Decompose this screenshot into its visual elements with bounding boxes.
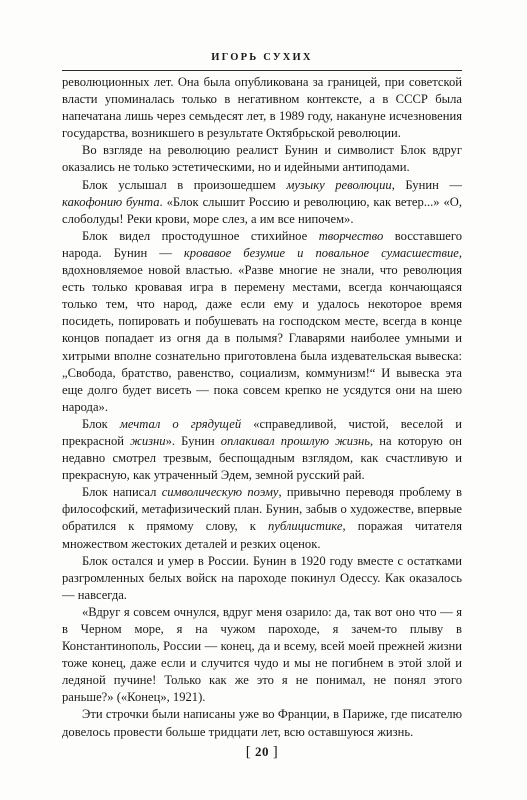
text-run: Во взгляде на революцию реалист Бунин и символист Блок вдруг оказались не только эстетическими, но и идейными антиподами. xyxy=(62,143,462,175)
text-run: , привычно переводя проблему в философский, метафизический план. Бунин, забыв о художестве, впервые обратился к прямому слову, к xyxy=(62,485,462,534)
text-run: восставшего народа. Бунин — xyxy=(62,228,462,260)
page-number xyxy=(62,744,462,761)
text-run: . «Блок слышит Россию и революцию, как ветер...» «О, слоболуды! Реки крови, море слез, а им все нипочем». xyxy=(62,194,463,226)
paragraph xyxy=(62,604,462,707)
text-run: революционных лет. Она была опубликована за границей, при советской власти упоминалась только в негативном контексте, а в СССР была напечатана лишь через семьдесят лет, в 1989 году, накануне исчезновения государства, возникшего в результате Октябрьской революции. xyxy=(62,75,462,141)
italic-run: кровавое безумие и повальное сумасшествие xyxy=(183,245,459,260)
paragraph xyxy=(62,74,462,142)
folio-bracket-right: ] xyxy=(272,744,279,760)
running-head-author: ИГОРЬ СУХИХ xyxy=(211,52,313,63)
text-run: Блок остался и умер в России. Бунин в 1920 году вместе с остатками разгромленных белых войск на пароходе покинул Одессу. Как оказалось — навсегда. xyxy=(62,553,462,602)
paragraph xyxy=(62,142,462,176)
paragraph xyxy=(62,553,462,604)
text-run: «справедливой, чистой, веселой и прекрасной xyxy=(62,416,462,448)
italic-run: музыку революции xyxy=(286,177,392,192)
italic-run: творчество xyxy=(318,228,384,243)
italic-run: жизни xyxy=(130,433,166,448)
text-run: , Бунин — xyxy=(391,177,462,192)
text-run: Блок видел простодушное стихийное xyxy=(82,228,319,243)
paragraph xyxy=(62,706,462,740)
text-run: Эти строчки были написаны уже во Франции, в Париже, где писателю довелось провести больше тридцати лет, всю оставшуюся жизнь. xyxy=(62,707,462,739)
text-run: , поражая читателя множеством жестоких деталей и резких оценок. xyxy=(62,519,462,551)
italic-run: публицистике xyxy=(268,519,343,534)
text-run: Блок услышал в произошедшем xyxy=(82,177,287,192)
italic-run: символическую поэму xyxy=(161,485,279,500)
text-run: Блок xyxy=(82,416,120,431)
italic-run: какофонию бунта xyxy=(62,194,160,209)
text-run: «Вдруг я совсем очнулся, вдруг меня озарило: да, так вот оно что — я в Черном море, я на чужом пароходе, я зачем-то плыву в Константинополь, России — конец, да и всему, всей моей прежней жизни тоже конец, даже если и случится чудо и мы не погибнем в этой злой и ледяной пучине! Только как же это я не понимал, не понял этого раньше?» («Конец», 1921). xyxy=(62,604,462,705)
folio-bracket-left: [ xyxy=(245,744,252,760)
italic-run: оплакивал прошлую жизнь xyxy=(220,433,370,448)
text-run: , вдохновляемое новой властью. «Разве многие не знали, что революция есть только кровавая игра в перемену местами, всегда кончающаяся только тем, что народ, даже если ему и удалось некоторое время посидеть, попировать и побушевать на господском месте, всегда в конце концов попадает из огня да в полымя? Главарями наиболее умными и хитрыми вполне сознательно приготовлена была издевательская вывеска: „Свобода, братство, равенство, социализм, коммунизм!“ И вывеска эта еще долго будет висеть — пока совсем крепко не усядутся они на шею народа». xyxy=(62,245,462,414)
paragraph xyxy=(62,228,462,416)
italic-run: мечтал о грядущей xyxy=(119,416,242,431)
paragraph xyxy=(62,484,462,552)
body-text xyxy=(62,74,462,741)
header-rule xyxy=(62,70,462,71)
text-run: ». Бунин xyxy=(165,433,221,448)
text-run: Блок написал xyxy=(82,485,162,500)
paragraph xyxy=(62,177,462,228)
text-run: , на которую он недавно смотрел трезвым, беспощадным взглядом, как счастливую и прекрасную, как утраченный Эдем, земной русский рай. xyxy=(62,433,462,483)
paragraph xyxy=(62,416,462,484)
folio-number: 20 xyxy=(255,744,269,759)
